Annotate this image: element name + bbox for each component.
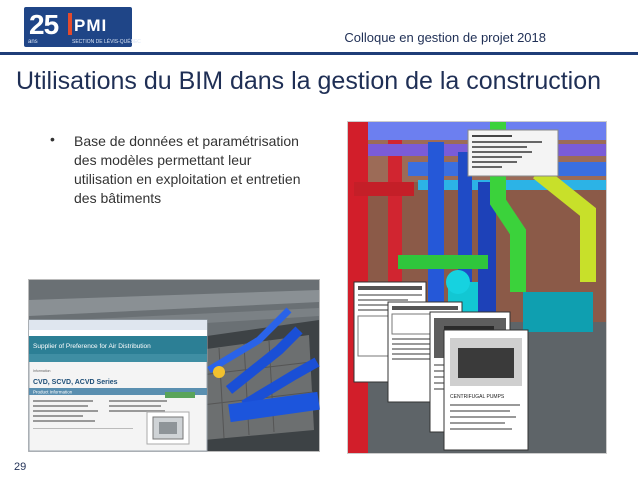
logo-acronym: PMI [74,16,108,35]
logo-number: 25 [29,9,59,40]
pmi-logo [24,7,141,47]
header-divider [0,52,638,55]
svg-text:Information: Information [33,369,51,373]
slide-title: Utilisations du BIM dans la gestion de la construction [16,67,602,95]
product-section: Product Information [33,389,73,395]
bim-piping-illustration [348,122,606,453]
pump-doc-label: CENTRIFUGAL PUMPS [450,394,505,400]
logo-stripe [68,13,72,35]
bullet-dot-icon: • [50,131,55,147]
product-heading: CVD, SCVD, ACVD Series [33,379,118,386]
bim-piping-model-image [347,121,607,454]
bullet-text: Base de données et paramétrisation des modèles permettant leur utilisation en exploitation et entretien des bâtiments [74,133,301,206]
header-band [0,0,638,54]
window-title: Supplier of Preference for Air Distribution [33,343,151,350]
conference-title: Colloque en gestion de projet 2018 [344,30,546,45]
logo-section: SECTION DE LÉVIS-QUÉBEC [72,39,141,45]
bim-product-screenshot [28,279,320,452]
bim-product-illustration [29,280,319,451]
page-number: 29 [14,461,27,473]
logo-years: ans [28,39,38,45]
